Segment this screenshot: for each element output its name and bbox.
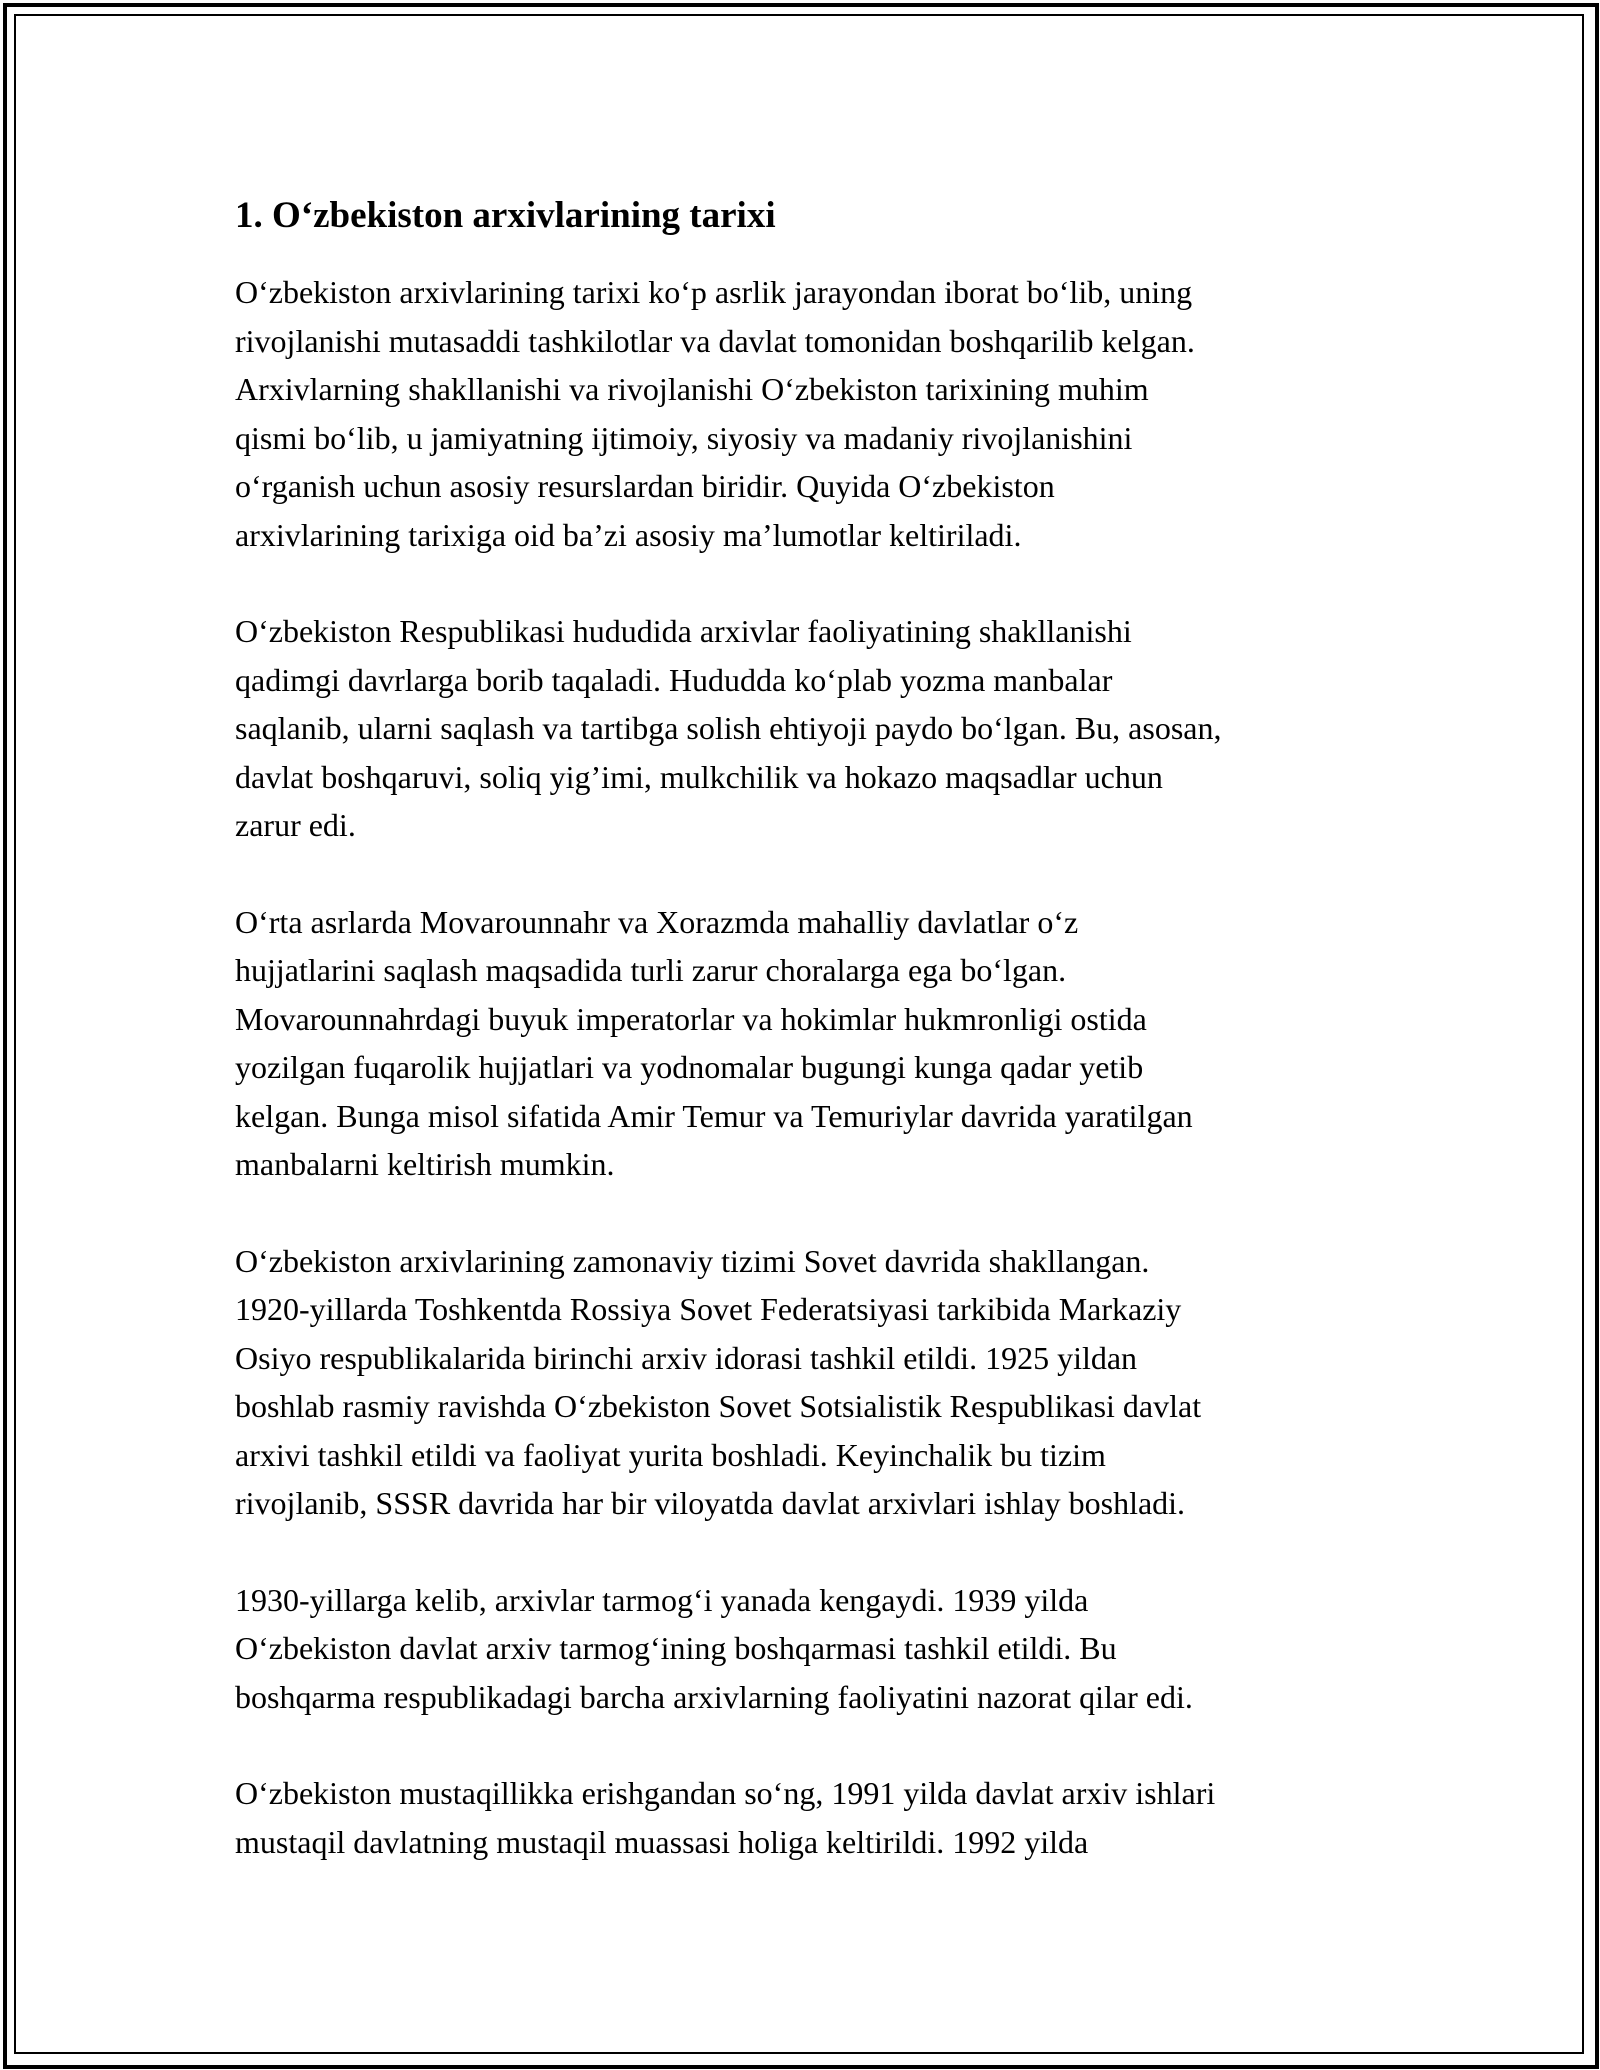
text-line: boshqarma respublikadagi barcha arxivlarning faoliyatini nazorat qilar edi. (235, 1678, 1193, 1715)
text-line: yozilgan fuqarolik hujjatlari va yodnomalar bugungi kunga qadar yetib (235, 1049, 1144, 1085)
document-body (235, 186, 1385, 1914)
text-line: kelgan. Bunga misol sifatida Amir Temur va Temuriylar davrida yaratilgan (235, 1097, 1193, 1134)
text-line: qismi bo‘lib, u jamiyatning ijtimoiy, siyosiy va madaniy rivojlanishini (235, 419, 1133, 456)
text-line: arxivi tashkil etildi va faoliyat yurita boshladi. Keyinchalik bu tizim (235, 1436, 1106, 1473)
text-line: zarur edi. (235, 807, 356, 843)
paragraph-4 (235, 1237, 1385, 1528)
text-line: o‘rganish uchun asosiy resurslardan biridir. Quyida O‘zbekiston (235, 468, 1055, 504)
text-line: Movarounnahrdagi buyuk imperatorlar va hokimlar hukmronligi ostida (235, 1000, 1147, 1037)
text-line: 1920-yillarda Toshkentda Rossiya Sovet Federatsiyasi tarkibida Markaziy (235, 1291, 1182, 1327)
text-line: arxivlarining tarixiga oid ba’zi asosiy ma’lumotlar keltiriladi. (235, 516, 1022, 553)
paragraph-1 (235, 268, 1385, 559)
text-line: Osiyo respublikalarida birinchi arxiv idorasi tashkil etildi. 1925 yildan (235, 1339, 1138, 1376)
text-line: mustaqil davlatning mustaqil muassasi holiga keltirildi. 1992 yilda (235, 1823, 1089, 1860)
paragraph-3 (235, 898, 1385, 1189)
text-line: boshlab rasmiy ravishda O‘zbekiston Sovet Sotsialistik Respublikasi davlat (235, 1388, 1202, 1424)
paragraph-5 (235, 1576, 1385, 1722)
text-line: O‘zbekiston davlat arxiv tarmog‘ining boshqarmasi tashkil etildi. Bu (235, 1630, 1117, 1666)
text-line: rivojlanishi mutasaddi tashkilotlar va davlat tomonidan boshqarilib kelgan. (235, 322, 1195, 359)
text-line: O‘zbekiston mustaqillikka erishgandan so‘ng, 1991 yilda davlat arxiv ishlari (235, 1775, 1216, 1811)
text-line: 1930-yillarga kelib, arxivlar tarmog‘i yanada kengaydi. 1939 yilda (235, 1581, 1089, 1618)
text-line: O‘zbekiston Respublikasi hududida arxivlar faoliyatining shakllanishi (235, 613, 1132, 649)
text-line: rivojlanib, SSSR davrida har bir viloyatda davlat arxivlari ishlay boshladi. (235, 1485, 1186, 1521)
paragraph-6 (235, 1769, 1385, 1866)
text-line: hujjatlarini saqlash maqsadida turli zarur choralarga ega bo‘lgan. (235, 952, 1067, 988)
paragraph-2 (235, 607, 1385, 850)
text-line: Arxivlarning shakllanishi va rivojlanishi O‘zbekiston tarixining muhim (235, 371, 1149, 407)
text-line: davlat boshqaruvi, soliq yig’imi, mulkchilik va hokazo maqsadlar uchun (235, 758, 1163, 795)
section-heading: 1. O‘zbekiston arxivlarining tarixi (235, 195, 776, 236)
text-line: saqlanib, ularni saqlash va tartibga solish ehtiyoji paydo bo‘lgan. Bu, asosan, (235, 710, 1222, 746)
text-line: manbalarni keltirish mumkin. (235, 1146, 615, 1182)
text-line: O‘rta asrlarda Movarounnahr va Xorazmda mahalliy davlatlar o‘z (235, 903, 1079, 940)
text-line: O‘zbekiston arxivlarining tarixi ko‘p asrlik jarayondan iborat bo‘lib, uning (235, 274, 1193, 310)
text-line: O‘zbekiston arxivlarining zamonaviy tizimi Sovet davrida shakllangan. (235, 1242, 1150, 1279)
text-line: qadimgi davrlarga borib taqaladi. Hududda ko‘plab yozma manbalar (235, 661, 1113, 698)
